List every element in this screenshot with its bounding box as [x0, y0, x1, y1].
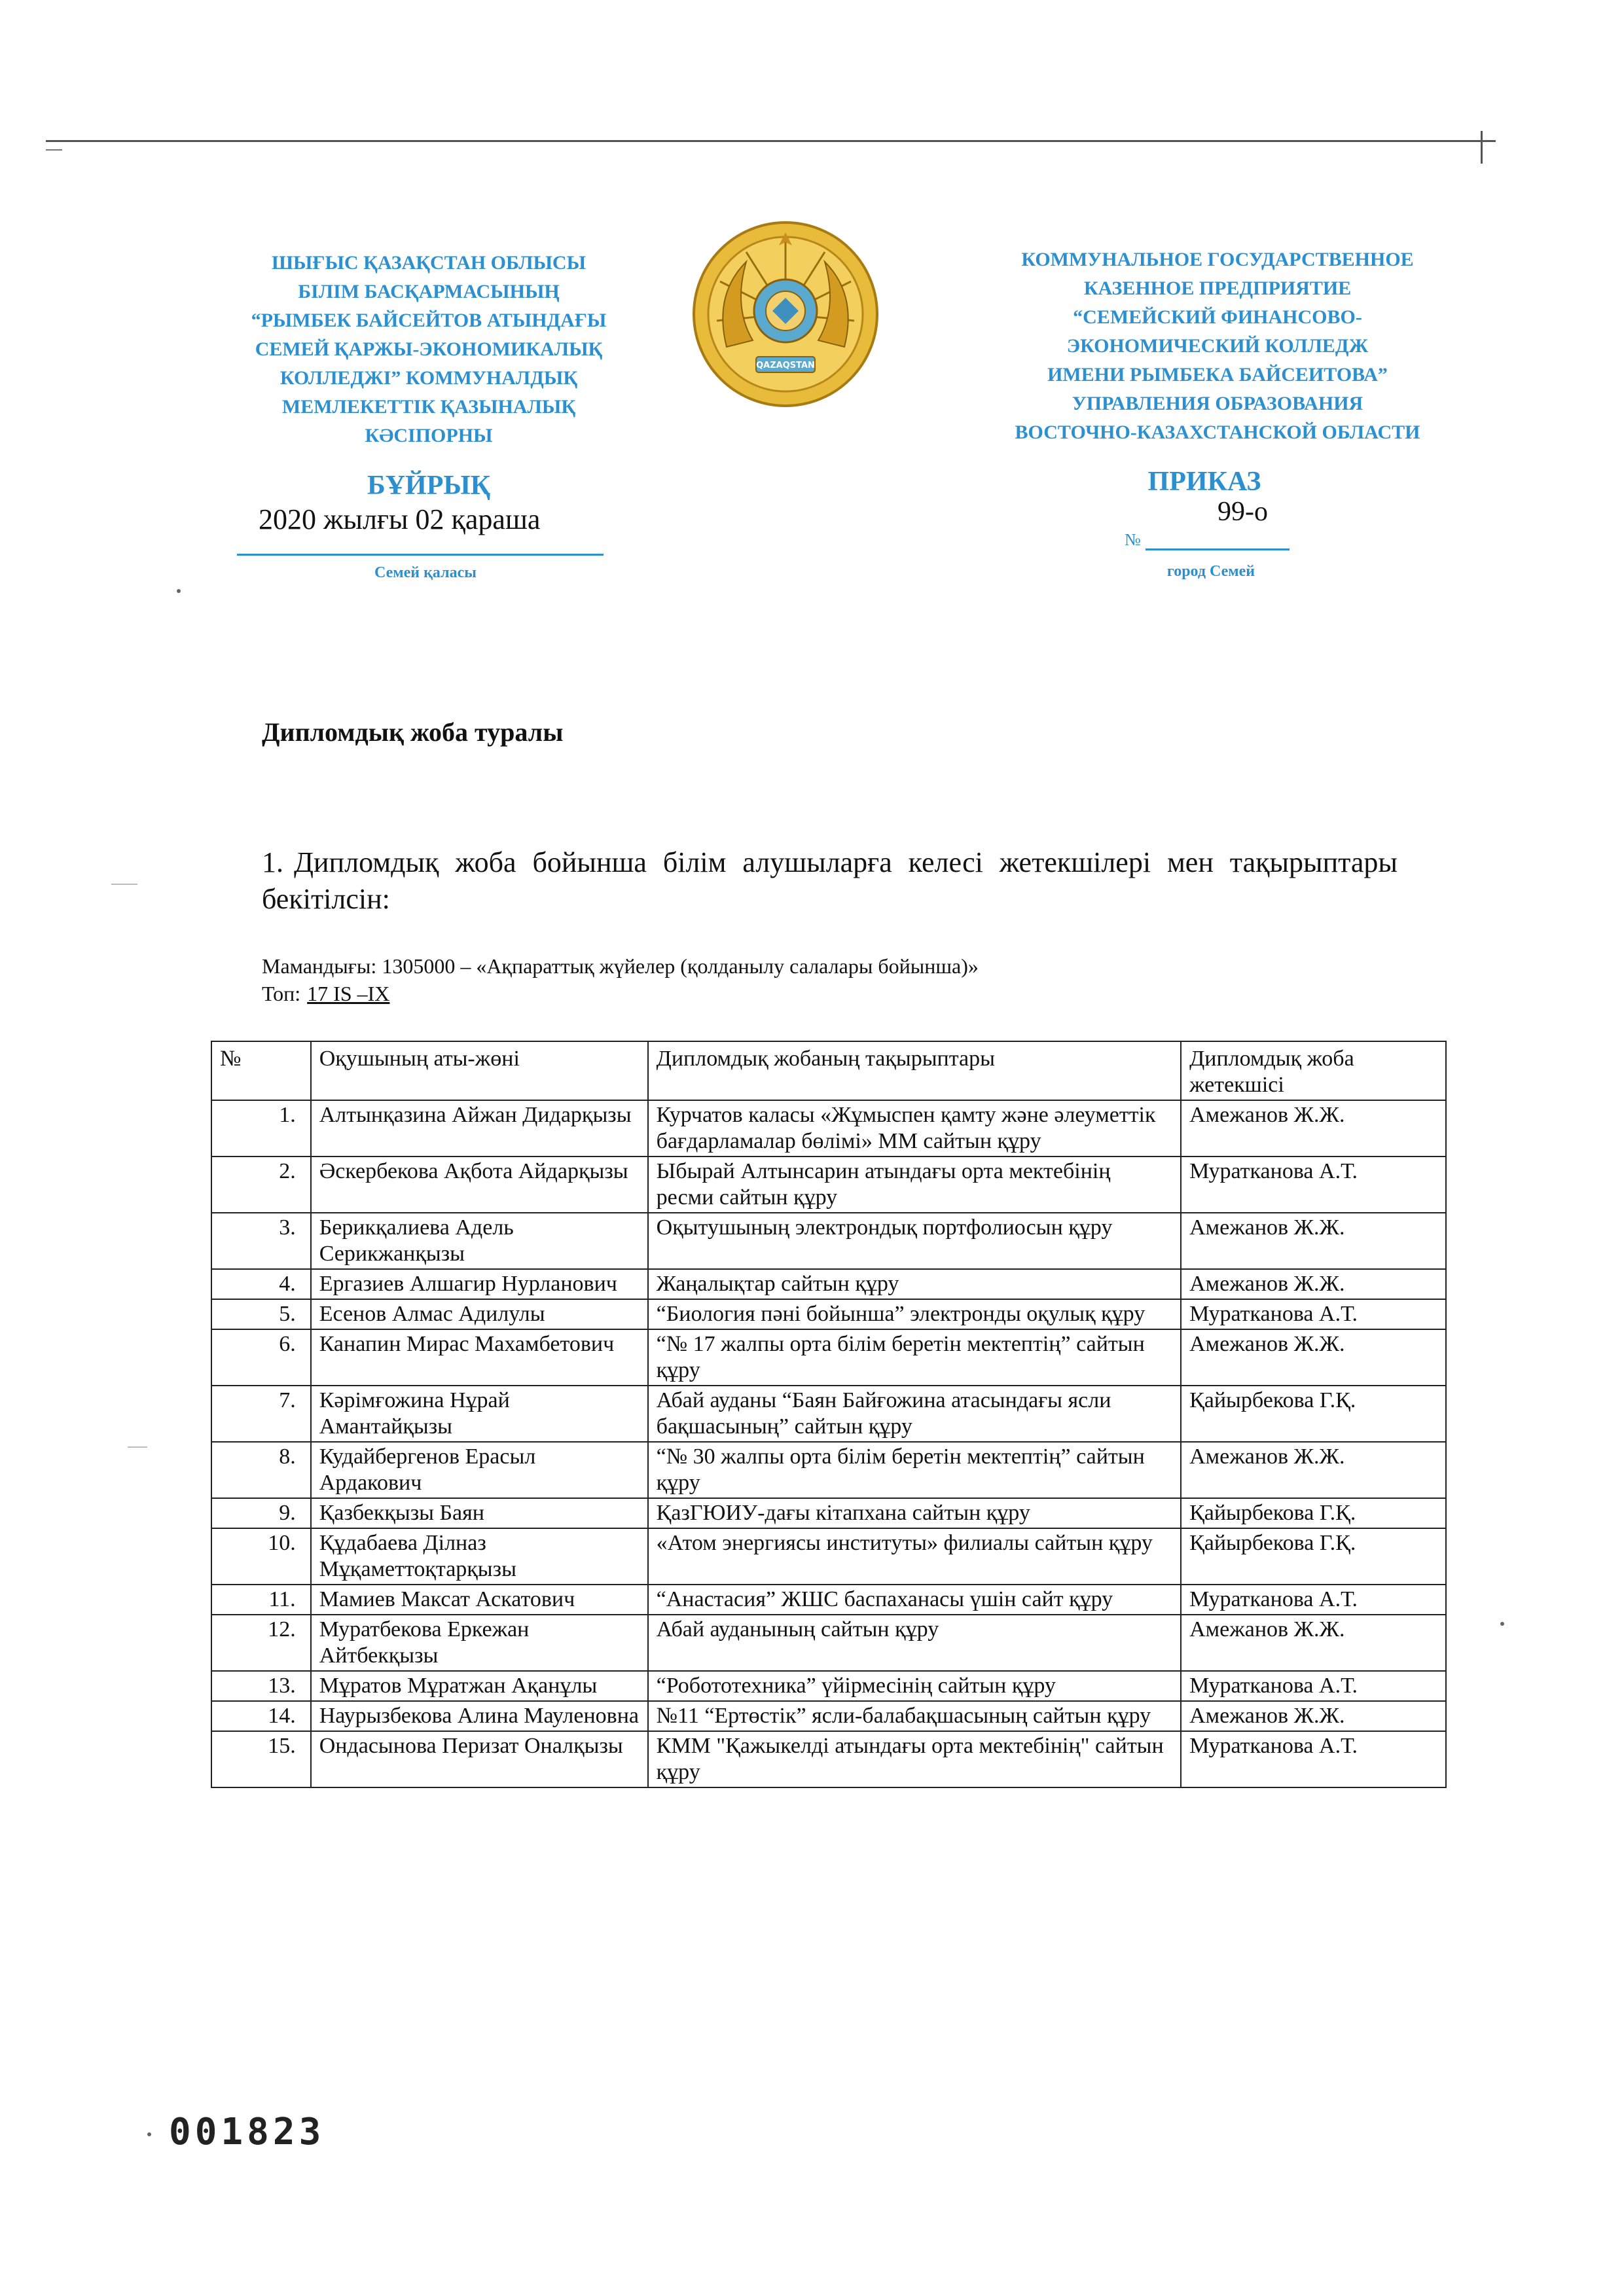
supervisor: Қайырбекова Г.Қ. — [1181, 1528, 1446, 1585]
header-right-line: ВОСТОЧНО-КАЗАХСТАНСКОЙ ОБЛАСТИ — [1015, 422, 1420, 443]
diploma-projects-table — [211, 1041, 1447, 1788]
project-topic: “№ 17 жалпы орта білім беретін мектептің” сайтын құру — [648, 1329, 1181, 1386]
project-topic: КММ "Қажыкелді атындағы орта мектебінің" сайтын құру — [648, 1731, 1181, 1787]
table-row — [211, 1731, 1446, 1787]
project-topic: Оқытушының электрондық портфолиосын құру — [648, 1213, 1181, 1269]
project-topic: «Атом энергиясы институты» филиалы сайтын құру — [648, 1528, 1181, 1585]
header-left-line: БІЛІМ БАСҚАРМАСЫНЫҢ — [298, 281, 560, 302]
table-row — [211, 1498, 1446, 1528]
supervisor: Амежанов Ж.Ж. — [1181, 1329, 1446, 1386]
date-underline — [237, 554, 604, 556]
paragraph-text: Дипломдық жоба бойынша білім алушыларға келесі жетекшілері мен тақырыптары бекітілсін: — [262, 846, 1398, 915]
row-number: 5. — [211, 1299, 311, 1329]
supervisor: Қайырбекова Г.Қ. — [1181, 1498, 1446, 1528]
table-row — [211, 1157, 1446, 1213]
supervisor: Муратканова А.Т. — [1181, 1731, 1446, 1787]
project-topic: Жаңалықтар сайтын құру — [648, 1269, 1181, 1299]
corner-dash-mark — [46, 149, 62, 151]
project-topic: №11 “Ертөстік” ясли-балабақшасының сайтын құру — [648, 1701, 1181, 1731]
student-name: Берикқалиева Адель Серикжанқызы — [311, 1213, 648, 1269]
table-row — [211, 1386, 1446, 1442]
specialty-line: Мамандығы: 1305000 – «Ақпараттық жүйелер (қолданылу салалары бойынша)» — [262, 954, 979, 978]
paragraph-number: 1. — [262, 846, 283, 878]
student-name: Мұратов Мұратжан Ақанұлы — [311, 1671, 648, 1701]
table-row — [211, 1585, 1446, 1615]
row-number: 10. — [211, 1528, 311, 1585]
project-topic: Курчатов каласы «Жұмыспен қамту және әлеуметтік бағдарламалар бөлімі» ММ сайтын құру — [648, 1100, 1181, 1157]
margin-mark — [111, 884, 137, 885]
supervisor: Амежанов Ж.Ж. — [1181, 1213, 1446, 1269]
supervisor: Муратканова А.Т. — [1181, 1299, 1446, 1329]
header-right-line: “СЕМЕЙСКИЙ ФИНАНСОВО- — [1073, 306, 1362, 328]
project-topic: “Робототехника” үйірмесінің сайтын құру — [648, 1671, 1181, 1701]
number-sign: № — [1125, 530, 1141, 549]
table-row — [211, 1329, 1446, 1386]
order-number: 99-о — [1218, 497, 1268, 527]
row-number: 6. — [211, 1329, 311, 1386]
scan-speck — [147, 2132, 151, 2136]
header-left-org-name — [216, 249, 641, 450]
row-number: 11. — [211, 1585, 311, 1615]
supervisor: Амежанов Ж.Ж. — [1181, 1442, 1446, 1498]
student-name: Канапин Мирас Махамбетович — [311, 1329, 648, 1386]
group-label: Топ: — [262, 982, 301, 1005]
header-number: № — [211, 1041, 311, 1100]
kazakhstan-state-emblem-icon — [687, 216, 884, 412]
header-right-line: УПРАВЛЕНИЯ ОБРАЗОВАНИЯ — [1072, 393, 1363, 414]
student-name: Кәрімғожина Нұрай Амантайқызы — [311, 1386, 648, 1442]
order-date: 2020 жылғы 02 қараша — [259, 503, 541, 535]
project-topic: ҚазГЮИУ-дағы кітапхана сайтын құру — [648, 1498, 1181, 1528]
table-row — [211, 1615, 1446, 1671]
header-student-name: Оқушының аты-жөні — [311, 1041, 648, 1100]
student-name: Ергазиев Алшагир Нурланович — [311, 1269, 648, 1299]
table-row — [211, 1100, 1446, 1157]
student-name: Есенов Алмас Адилулы — [311, 1299, 648, 1329]
student-name: Құдабаева Ділназ Мұқаметтоқтарқызы — [311, 1528, 648, 1585]
student-name: Кудайбергенов Ерасыл Ардакович — [311, 1442, 648, 1498]
row-number: 14. — [211, 1701, 311, 1731]
city-ru: город Семей — [1166, 563, 1255, 580]
row-number: 1. — [211, 1100, 311, 1157]
row-number: 3. — [211, 1213, 311, 1269]
supervisor: Қайырбекова Г.Қ. — [1181, 1386, 1446, 1442]
project-topic: “Анастасия” ЖШС баспаханасы үшін сайт құру — [648, 1585, 1181, 1615]
table-header-row — [211, 1041, 1446, 1100]
header-left-line: СЕМЕЙ ҚАРЖЫ-ЭКОНОМИКАЛЫҚ — [255, 338, 603, 360]
header-right-line: ЭКОНОМИЧЕСКИЙ КОЛЛЕДЖ — [1066, 335, 1369, 357]
row-number: 4. — [211, 1269, 311, 1299]
table-row — [211, 1299, 1446, 1329]
table-row — [211, 1528, 1446, 1585]
city-kz: Семей қаласы — [374, 564, 477, 581]
row-number: 9. — [211, 1498, 311, 1528]
table-row — [211, 1269, 1446, 1299]
header-right-line: ИМЕНИ РЫМБЕКА БАЙСЕИТОВА” — [1047, 364, 1388, 386]
header-left-line: МЕМЛЕКЕТТІК ҚАЗЫНАЛЫҚ — [281, 396, 576, 418]
student-name: Ондасынова Перизат Оналқызы — [311, 1731, 648, 1787]
table-row — [211, 1701, 1446, 1731]
order-subject: Дипломдық жоба туралы — [262, 717, 564, 747]
top-rule — [46, 140, 1496, 142]
row-number: 12. — [211, 1615, 311, 1671]
header-left-line: ШЫҒЫС ҚАЗАҚСТАН ОБЛЫСЫ — [271, 252, 586, 274]
student-name: Мамиев Максат Аскатович — [311, 1585, 648, 1615]
student-name: Наурызбекова Алина Мауленовна — [311, 1701, 648, 1731]
order-title-ru: ПРИКАЗ — [1147, 467, 1261, 497]
scan-speck — [177, 589, 181, 593]
number-underline — [1146, 548, 1290, 550]
supervisor: Амежанов Ж.Ж. — [1181, 1701, 1446, 1731]
header-left-line: КӘСІПОРНЫ — [365, 425, 493, 446]
order-title-kz: БҰЙРЫҚ — [367, 471, 491, 501]
supervisor: Муратканова А.Т. — [1181, 1671, 1446, 1701]
header-right-line: КОММУНАЛЬНОЕ ГОСУДАРСТВЕННОЕ — [1021, 249, 1414, 270]
header-left-line: КОЛЛЕДЖІ” КОММУНАЛДЫҚ — [280, 367, 578, 389]
supervisor: Амежанов Ж.Ж. — [1181, 1100, 1446, 1157]
header-left-line: “РЫМБЕК БАЙСЕЙТОВ АТЫНДАҒЫ — [251, 310, 607, 331]
project-topic: “№ 30 жалпы орта білім беретін мектептің” сайтын құру — [648, 1442, 1181, 1498]
group-line — [262, 982, 389, 1006]
serial-number-stamp: 001823 — [169, 2111, 325, 2153]
corner-cross-mark — [1481, 131, 1483, 164]
row-number: 13. — [211, 1671, 311, 1701]
row-number: 8. — [211, 1442, 311, 1498]
svg-text:QAZAQSTAN: QAZAQSTAN — [756, 361, 815, 370]
supervisor: Амежанов Ж.Ж. — [1181, 1615, 1446, 1671]
table-row — [211, 1671, 1446, 1701]
table-row — [211, 1442, 1446, 1498]
project-topic: “Биология пәні бойынша” электронды оқулық құру — [648, 1299, 1181, 1329]
group-value: 17 IS –IX — [307, 982, 390, 1005]
supervisor: Муратканова А.Т. — [1181, 1585, 1446, 1615]
row-number: 15. — [211, 1731, 311, 1787]
row-number: 7. — [211, 1386, 311, 1442]
header-supervisor: Дипломдық жоба жетекшісі — [1181, 1041, 1446, 1100]
table-row — [211, 1213, 1446, 1269]
order-paragraph — [262, 844, 1398, 918]
project-topic: Абай ауданы “Баян Байғожина атасындағы ясли бақшасының” сайтын құру — [648, 1386, 1181, 1442]
header-topic: Дипломдық жобаның тақырыптары — [648, 1041, 1181, 1100]
student-name: Қазбекқызы Баян — [311, 1498, 648, 1528]
margin-mark — [128, 1446, 147, 1448]
student-name: Әскербекова Ақбота Айдарқызы — [311, 1157, 648, 1213]
header-right-line: КАЗЕННОЕ ПРЕДПРИЯТИЕ — [1083, 278, 1352, 299]
header-right-org-name — [969, 245, 1466, 447]
project-topic: Абай ауданының сайтын құру — [648, 1615, 1181, 1671]
student-name: Муратбекова Еркежан Айтбекқызы — [311, 1615, 648, 1671]
supervisor: Муратканова А.Т. — [1181, 1157, 1446, 1213]
project-topic: Ыбырай Алтынсарин атындағы орта мектебінің ресми сайтын құру — [648, 1157, 1181, 1213]
scan-speck — [1500, 1622, 1504, 1626]
supervisor: Амежанов Ж.Ж. — [1181, 1269, 1446, 1299]
student-name: Алтынқазина Айжан Дидарқызы — [311, 1100, 648, 1157]
row-number: 2. — [211, 1157, 311, 1213]
